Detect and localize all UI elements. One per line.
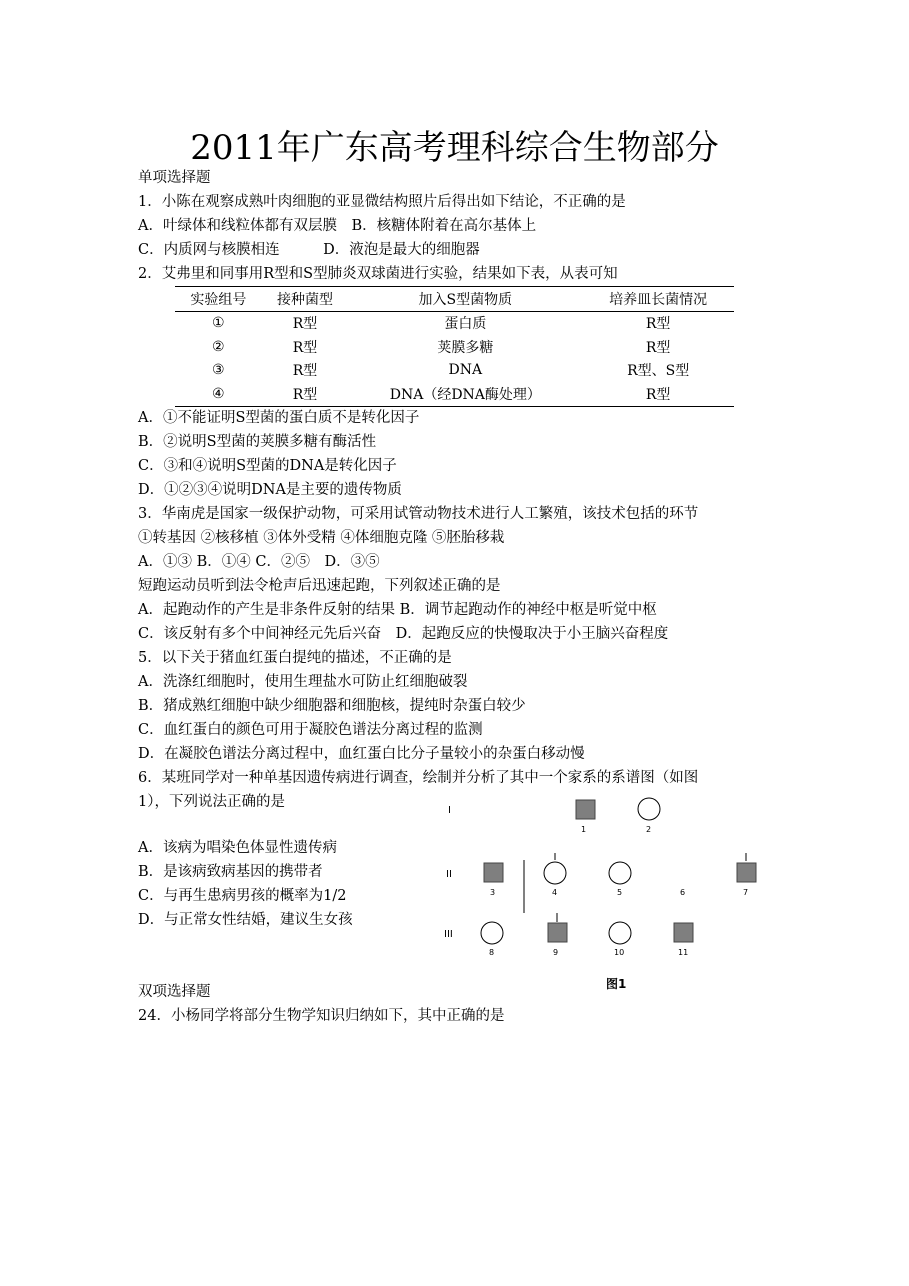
individual-4-female [544, 862, 566, 884]
individual-9-affected-male [548, 923, 567, 942]
generation-label-iii: III [444, 929, 453, 940]
question-4-options-cd: C．该反射有多个中间神经元先后兴奋 D．起跑反应的快慢取决于小王脑兴奋程度 [138, 626, 669, 642]
individual-number-9: 9 [553, 948, 559, 957]
table-cell: DNA（经DNA酶处理） [348, 382, 582, 406]
table-cell: ③ [212, 362, 225, 379]
table-cell: R型 [582, 382, 734, 406]
individual-8-female [481, 922, 503, 944]
individual-11-affected-male [674, 923, 693, 942]
section-heading-double-choice: 双项选择题 [138, 984, 211, 1000]
individual-5-female [609, 862, 631, 884]
individual-number-4: 4 [552, 888, 558, 897]
table-header-cell: 加入S型菌物质 [348, 287, 582, 312]
table-header-cell: 接种菌型 [262, 287, 349, 312]
individual-number-10: 10 [614, 948, 625, 957]
question-1-options-ab: A．叶绿体和线粒体都有双层膜 B．核糖体附着在高尔基体上 [138, 218, 537, 234]
question-3-options: A．①③ B．①④ C．②⑤ D．③⑤ [138, 554, 380, 570]
table-cell: R型 [645, 316, 671, 333]
generation-label-i: I [448, 805, 451, 816]
question-4-options-ab: A．起跑动作的产生是非条件反射的结果 B．调节起跑动作的神经中枢是听觉中枢 [138, 602, 657, 618]
question-6-option-b: B．是该病致病基因的携带者 [138, 864, 323, 880]
pedigree-figure [440, 795, 770, 995]
individual-2-female [638, 798, 660, 820]
table-cell: 荚膜多糖 [437, 339, 494, 356]
individual-number-3: 3 [490, 888, 496, 897]
question-5: 5．以下关于猪血红蛋白提纯的描述，不正确的是 [138, 650, 452, 666]
table-row [175, 311, 734, 335]
table-header-row [175, 287, 734, 312]
question-2-option-b: B．②说明S型菌的荚膜多糖有酶活性 [138, 434, 377, 450]
table-cell: ② [212, 338, 225, 355]
table-cell: R型 [645, 339, 671, 356]
individual-10-female [609, 922, 631, 944]
individual-7-affected-male [737, 863, 756, 882]
question-1-options-cd: C．内质网与核膜相连 D．液泡是最大的细胞器 [138, 242, 480, 258]
table-header-cell: 培养皿长菌情况 [582, 287, 734, 312]
table-cell: R型 [292, 316, 318, 333]
question-24: 24．小杨同学将部分生物学知识归纳如下，其中正确的是 [138, 1008, 505, 1024]
table-cell: R型 [262, 382, 349, 406]
question-6-option-a: A．该病为唱染色体显性遗传病 [138, 840, 337, 856]
question-5-option-c: C．血红蛋白的颜色可用于凝胶色谱法分离过程的监测 [138, 722, 483, 738]
experiment-table [175, 286, 734, 407]
question-3-items: ①转基因 ②核移植 ③体外受精 ④体细胞克隆 ⑤胚胎移栽 [138, 530, 505, 546]
table-cell: ④ [175, 382, 262, 406]
individual-number-5: 5 [617, 888, 623, 897]
individual-3-affected-male [484, 863, 503, 882]
question-5-option-d: D．在凝胶色谱法分离过程中，血红蛋白比分子量较小的杂蛋白移动慢 [138, 746, 585, 762]
individual-number-6: 6 [680, 888, 686, 897]
individual-number-2: 2 [646, 825, 652, 834]
question-6-option-d: D．与正常女性结婚，建议生女孩 [138, 912, 353, 928]
individual-number-7: 7 [743, 888, 749, 897]
section-heading-single-choice: 单项选择题 [138, 170, 211, 186]
question-6-continued: 1），下列说法正确的是 [138, 794, 285, 810]
individual-1-affected-male [576, 800, 595, 819]
individual-number-8: 8 [489, 948, 495, 957]
question-5-option-a: A．洗涤红细胞时，使用生理盐水可防止红细胞破裂 [138, 674, 468, 690]
page-title: 2011年广东高考理科综合生物部分 [190, 128, 719, 168]
question-2-option-c: C．③和④说明S型菌的DNA是转化因子 [138, 458, 397, 474]
table-cell: R型 [292, 363, 318, 380]
table-cell: DNA [448, 362, 483, 379]
table-cell: R型 [292, 339, 318, 356]
question-5-option-b: B．猪成熟红细胞中缺少细胞器和细胞核，提纯时杂蛋白较少 [138, 698, 526, 714]
question-1: 1．小陈在观察成熟叶肉细胞的亚显微结构照片后得出如下结论，不正确的是 [138, 194, 626, 210]
generation-label-ii: II [446, 869, 452, 880]
table-header-cell: 实验组号 [175, 287, 262, 312]
table-cell: R型、S型 [627, 363, 690, 380]
question-6-option-c: C．与再生患病男孩的概率为1/2 [138, 888, 347, 904]
question-2-option-d: D．①②③④说明DNA是主要的遗传物质 [138, 482, 402, 498]
question-4: 短跑运动员听到法令枪声后迅速起跑，下列叙述正确的是 [138, 578, 501, 594]
individual-number-11: 11 [678, 948, 689, 957]
question-2: 2．艾弗里和同事用R型和S型肺炎双球菌进行实验，结果如下表，从表可知 [138, 266, 618, 282]
table-row [175, 335, 734, 359]
table-cell: 蛋白质 [444, 316, 487, 333]
table-row [175, 382, 734, 406]
table-cell: ① [212, 315, 225, 332]
question-3: 3．华南虎是国家一级保护动物，可采用试管动物技术进行人工繁殖，该技术包括的环节 [138, 506, 699, 522]
question-2-option-a: A．①不能证明S型菌的蛋白质不是转化因子 [138, 410, 420, 426]
figure-caption: 图1 [606, 977, 627, 991]
table-row [175, 359, 734, 383]
individual-number-1: 1 [581, 825, 587, 834]
question-6: 6．某班同学对一种单基因遗传病进行调查，绘制并分析了其中一个家系的系谱图（如图 [138, 770, 699, 786]
